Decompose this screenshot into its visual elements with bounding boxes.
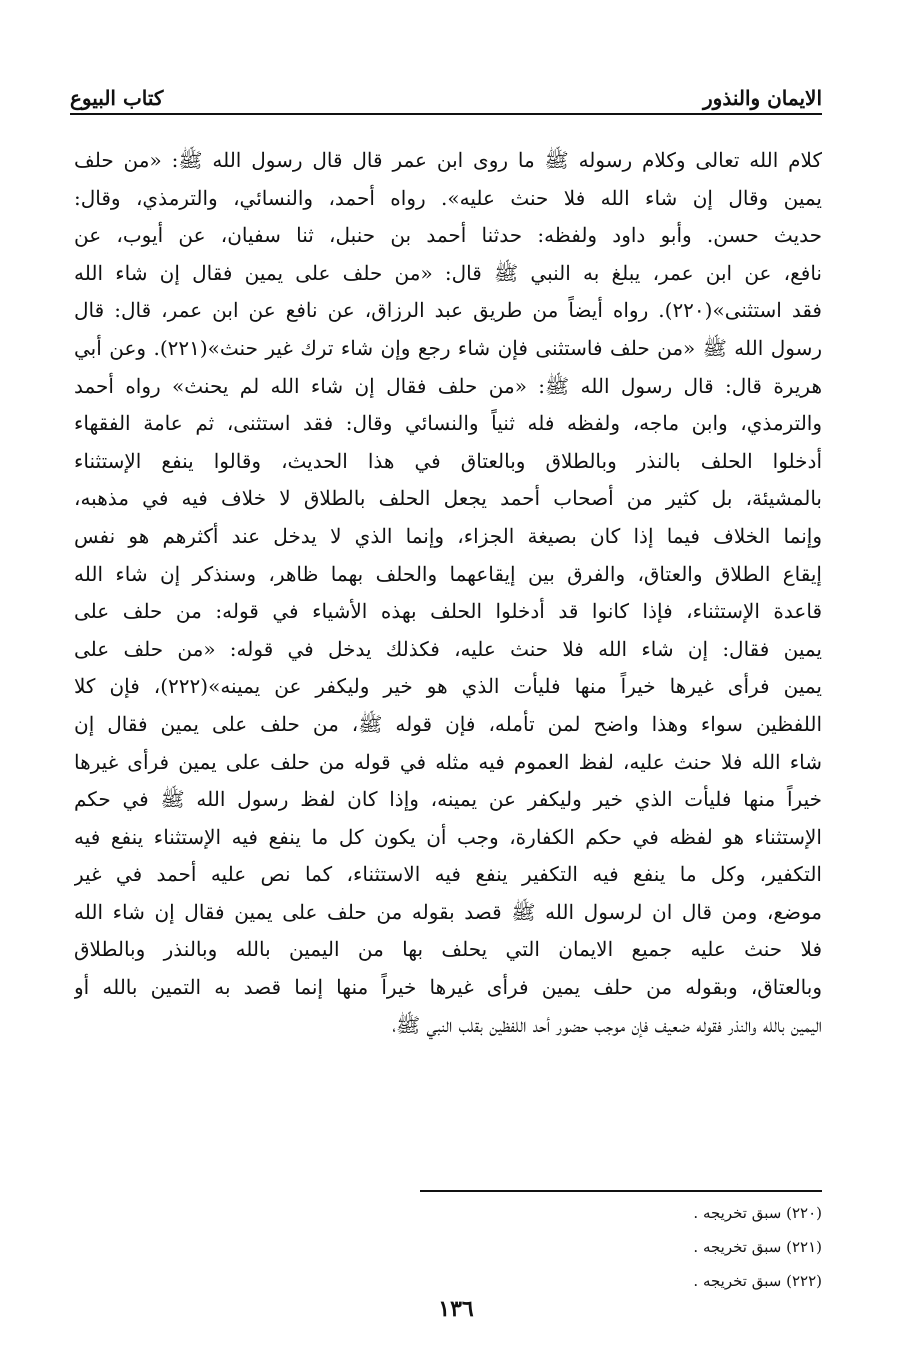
body-line: كلام الله تعالى وكلام رسوله ﷺ ما روى ابن عمر قال قال رسول الله ﷺ: «من حلف xyxy=(74,148,822,172)
footnote-divider xyxy=(420,1190,822,1192)
running-header xyxy=(70,74,822,110)
body-line: يمين فرأى غيرها خيراً منها فليأت الذي هو خير وليكفر عن يمينه»(٢٢٢)، فإن كلا xyxy=(74,674,822,699)
footnotes xyxy=(420,1196,822,1298)
body-line: قاعدة الإستثناء، فإذا كانوا قد أدخلوا الحلف بهذه الأشياء في قوله: من حلف على xyxy=(74,599,822,624)
body-line: اليمين بالله والنذر فقوله ضعيف فإن موجب حضور أحد اللفظين بقلب النبي ﷺ، xyxy=(392,1012,822,1037)
body-line: والترمذي، وابن ماجه، ولفظه فله ثنياً والنسائي وقال: فقد استثنى، ثم عامة الفقهاء xyxy=(74,411,822,436)
body-line: إيقاع الطلاق والعتاق، والفرق بين إيقاعهما والحلف بهما ظاهر، وسنذكر إن شاء الله xyxy=(74,561,822,586)
body-line: وإنما الخلاف فيما إذا كان بصيغة الجزاء، وإنما الذي لا يدخل عند أكثرهم هو نفس xyxy=(74,523,822,548)
body-line: فقد استثنى»(٢٢٠). رواه أيضاً من طريق عبد الرزاق، عن نافع عن ابن عمر، قال: قال xyxy=(74,298,822,323)
body-line: خيراً منها فليأت الذي خير وليكفر عن يمينه، وإذا كان لفظ رسول الله ﷺ في حكم xyxy=(74,787,822,812)
body-text xyxy=(74,142,822,1044)
body-line: بالمشيئة، بل كثير من أصحاب أحمد يجعل الحلف بالطلاق لا خلاف فيه في مذهبه، xyxy=(74,486,822,511)
body-line: حديث حسن. وأبو داود ولفظه: حدثنا أحمد بن حنبل، ثنا سفيان، عن أيوب، عن xyxy=(74,223,822,248)
body-line: الإستثناء هو لفظه في حكم الكفارة، وجب أن يكون كل ما ينفع فيه الإستثناء ينفع فيه xyxy=(74,824,822,849)
body-line: وبالعتاق، وبقوله من حلف يمين فرأى غيرها خيراً منها إنما قصد به التمين بالله أو xyxy=(74,975,822,1000)
body-line: اللفظين سواء وهذا واضح لمن تأمله، فإن قوله ﷺ، من حلف على يمين فقال إن xyxy=(74,711,822,736)
section-title: الايمان والنذور xyxy=(703,86,822,110)
body-line: التكفير، وكل ما ينفع فيه التكفير ينفع فيه الاستثناء، كما نص عليه أحمد في غير xyxy=(74,862,822,887)
body-line: رسول الله ﷺ «من حلف فاستثنى فإن شاء رجع وإن شاء ترك غير حنث»(٢٢١). وعن أبي xyxy=(74,335,822,360)
footnote: (٢٢٠) سبق تخريجه . xyxy=(693,1204,822,1222)
footnote: (٢٢٢) سبق تخريجه . xyxy=(693,1272,822,1290)
header-divider xyxy=(70,113,822,115)
body-line: هريرة قال: قال رسول الله ﷺ: «من حلف فقال إن شاء الله لم يحنث» رواه أحمد xyxy=(74,373,822,398)
page-number: ١٣٦ xyxy=(438,1296,474,1322)
body-line: أدخلوا الحلف بالنذر وبالطلاق وبالعتاق في هذا الحديث، وقالوا ينفع الإستثناء xyxy=(74,448,822,473)
book-title: كتاب البيوع xyxy=(70,86,164,110)
body-line: نافع، عن ابن عمر، يبلغ به النبي ﷺ قال: «من حلف على يمين فقال إن شاء الله xyxy=(74,260,822,285)
body-line: فلا حنث عليه جميع الايمان التي يحلف بها من اليمين بالله وبالنذر وبالطلاق xyxy=(74,937,822,962)
body-line: شاء الله فلا حنث عليه، لفظ العموم فيه مثله في قوله من حلف على يمين فرأى غيرها xyxy=(74,749,822,774)
body-line: موضع، ومن قال ان لرسول الله ﷺ قصد بقوله من حلف على يمين فقال إن شاء الله xyxy=(74,899,822,924)
body-line: يمين فقال: إن شاء الله فلا حنث عليه، فكذلك يدخل في قوله: «من حلف على xyxy=(74,636,822,661)
footnote: (٢٢١) سبق تخريجه . xyxy=(693,1238,822,1256)
body-line: يمين وقال إن شاء الله فلا حنث عليه». رواه أحمد، والنسائي، والترمذي، وقال: xyxy=(74,185,822,210)
